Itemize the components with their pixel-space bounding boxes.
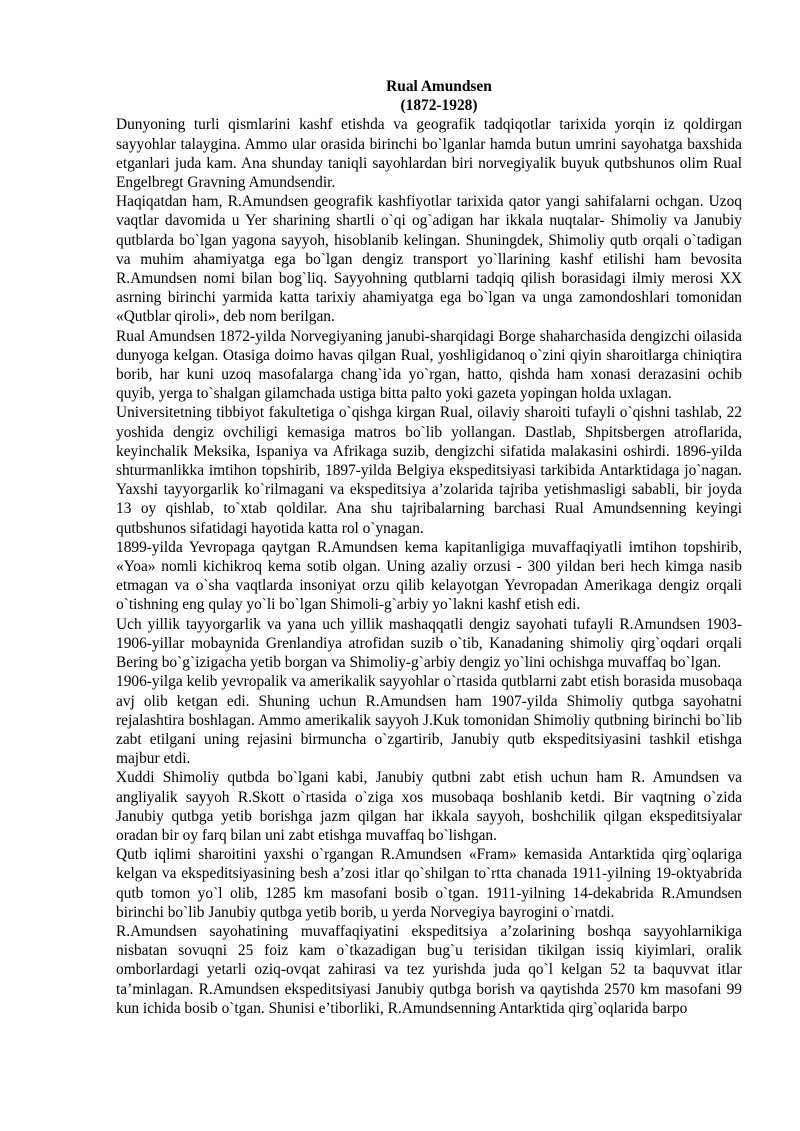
paragraph-2: Haqiqatdan ham, R.Amundsen geografik kashfiyotlar tarixida qator yangi sahifalarni ochgan. Uzoq vaqtlar davomida u Yer sharining shartli o`qi og`adigan har ikkala nuqtalar- Shimoliy va Janubiy qutblarda bo`lgan yagona sayyoh, hisoblanib kelingan. Shuningdek, Shimoliy qutb orqali o`tadigan va muhim ahamiyatga ega bo`lgan dengiz transport yo`llarining kashf etilishi ham bevosita R.Amundsen nomi bilan bog`liq. Sayyohning qutblarni tadqiq qilish borasidagi ilmiy merosi XX asrning birinchi yarmida katta tarixiy ahamiyatga ega bo`lgan va unga zamondoshlari tomonidan «Qutblar qiroli», deb nom berilgan. [116, 193, 742, 326]
paragraph-10: R.Amundsen sayohatining muvaffaqiyatini ekspeditsiya a’zolarining boshqa sayyohlarnikiga nisbatan sovuqni 25 foiz kam o`tkazadigan bug`u terisidan tikilgan issiq kiyimlari, oralik omborlardagi yetarli oziq-ovqat zahirasi va tez yurishda juda qo`l kelgan 52 ta baquvvat itlar ta’minlagan. R.Amundsen ekspeditsiyasi Janubiy qutbga borish va qaytishda 2570 km masofani 99 kun ichida bosib o`tgan. Shunisi e’tiborliki, R.Amundsenning Antarktida qirg`oqlarida barpo [116, 922, 742, 1017]
document-subtitle: (1872-1928) [400, 97, 478, 115]
paragraph-3: Rual Amundsen 1872-yilda Norvegiyaning janubi-sharqidagi Borge shaharchasida dengizchi oilasida dunyoga kelgan. Otasiga doimo havas qilgan Rual, yoshligidanoq o`zini qiyin sharoitlarga chiniqtira borib, har kuni uzoq masofalarga chang`ida yo`rgan, hatto, qishda ham xonasi derazasini ochib quyib, yerga to`shalgan gilamchada ustiga bitta palto yoki gazeta yopingan holda uxlagan. [116, 327, 742, 403]
paragraph-4: Universitetning tibbiyot fakultetiga o`qishga kirgan Rual, oilaviy sharoiti tufayli o`qishni tashlab, 22 yoshida dengiz ovchiligi kemasiga matros bo`lib yollangan. Dastlab, Shpitsbergen atroflarida, keyinchalik Meksika, Ispaniya va Afrikaga suzib, dengizchi sifatida malakasini oshirdi. 1896-yilda shturmanlikka imtihon topshirib, 1897-yilda Belgiya ekspeditsiyasi tarkibida Antarktidaga jo`nagan. Yaxshi tayyorgarlik ko`rilmagani va ekspeditsiya a’zolarida tajriba yetishmasligi sababli, bir joyda 13 oy qishlab, to`xtab qoldilar. Ana shu tajribalarning barchasi Rual Amundsenning keyingi qutbshunos sifatidagi hayotida katta rol o`ynagan. [116, 404, 742, 537]
paragraph-5: 1899-yilda Yevropaga qaytgan R.Amundsen kema kapitanligiga muvaffaqiyatli imtihon topshirib, «Yoa» nomli kichikroq kema sotib olgan. Uning azaliy orzusi - 300 yildan beri hech kimga nasib etmagan va o`sha vaqtlarda insoniyat orzu qilib kelayotgan Yevropadan Amerikaga dengiz orqali o`tishning eng qulay yo`li bo`lgan Shimoli-g`arbiy yo`lakni kashf etish edi. [116, 538, 742, 614]
paragraph-1: Dunyoning turli qismlarini kashf etishda va geografik tadqiqotlar tarixida yorqin iz qoldirgan sayyohlar talaygina. Ammo ular orasida birinchi bo`lganlar hamda butun umrini sayohatga baxshida etganlari juda kam. Ana shunday taniqli sayohlardan biri norvegiyalik buyuk qutbshunos olim Rual Engelbregt Gravning Amundsendir. [116, 116, 742, 192]
paragraph-7: 1906-yilga kelib yevropalik va amerikalik sayyohlar o`rtasida qutblarni zabt etish borasida musobaqa avj olib ketgan edi. Shuning uchun R.Amundsen ham 1907-yilda Shimoliy qutbga sayohatni rejalashtira boshlagan. Ammo amerikalik sayyoh J.Kuk tomonidan Shimoliy qutbning birinchi bo`lib zabt etilgani uning rejasini birmuncha o`zgartirib, Janubiy qutb ekspeditsiyasini tashkil etishga majbur etdi. [116, 673, 742, 768]
paragraph-8: Xuddi Shimoliy qutbda bo`lgani kabi, Janubiy qutbni zabt etish uchun ham R. Amundsen va angliyalik sayyoh R.Skott o`rtasida o`ziga xos musobaqa boshlanib ketdi. Bir vaqtning o`zida Janubiy qutbga yetib borishga jazm qilgan har ikkala sayyoh, boshchilik qilgan ekspeditsiyalar oradan bir oy farq bilan uni zabt etishga muvaffaq bo`lishgan. [116, 769, 742, 844]
document-title: Rual Amundsen [386, 78, 492, 95]
paragraph-9: Qutb iqlimi sharoitini yaxshi o`rgangan R.Amundsen «Fram» kemasida Antarktida qirg`oqlariga kelgan va ekspeditsiyasining besh a’zosi itlar qo`shilgan to`rtta chanada 1911-yilning 19-oktyabrida qutb tomon yo`l olib, 1285 km masofani bosib o`tgan. 1911-yilning 14-dekabrida R.Amundsen birinchi bo`lib Janubiy qutbga yetib borib, u yerda Norvegiya bayrogini o`rnatdi. [116, 846, 742, 921]
paragraph-6: Uch yillik tayyorgarlik va yana uch yillik mashaqqatli dengiz sayohati tufayli R.Amundsen 1903-1906-yillar mobaynida Grenlandiya atrofidan suzib o`tib, Kanadaning shimoliy qirg`oqdari orqali Bering bo`g`izigacha yetib borgan va Shimoliy-g`arbiy dengiz yo`lini ochishga muvaffaq bo`lgan. [116, 615, 742, 672]
document-page [116, 77, 742, 1018]
